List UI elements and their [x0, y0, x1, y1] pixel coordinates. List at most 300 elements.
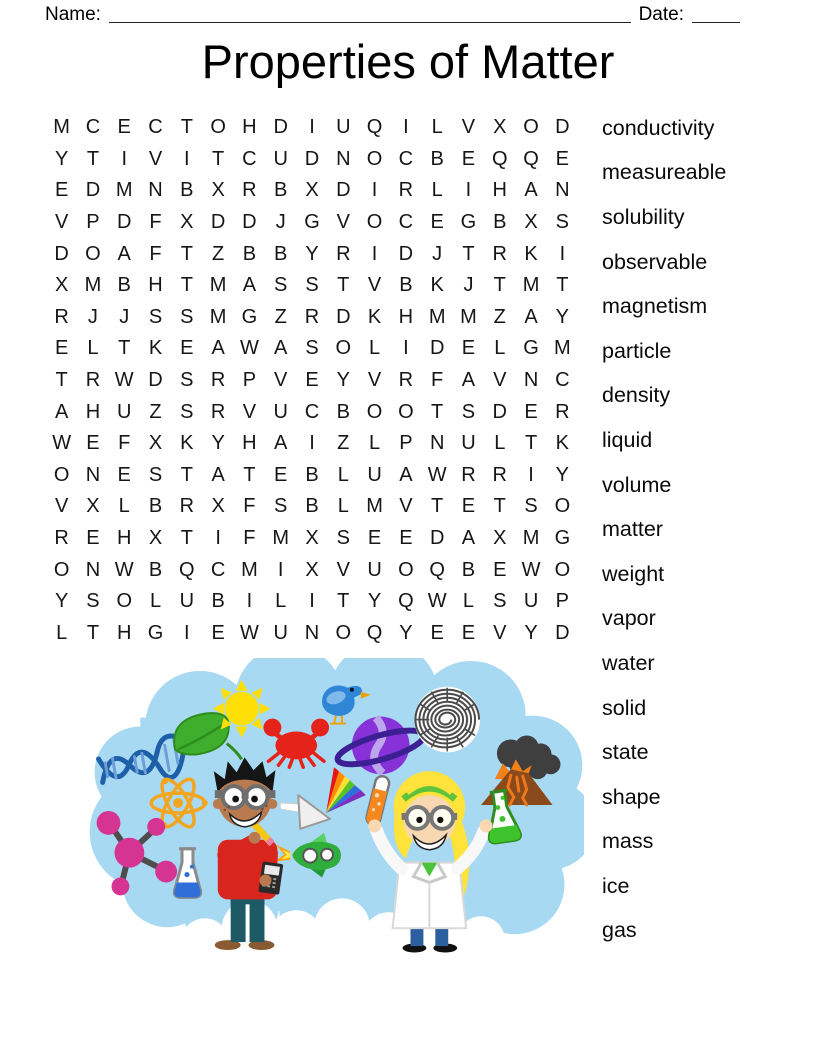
grid-letter: P — [242, 368, 257, 391]
grid-letter: J — [87, 305, 98, 328]
grid-letter: O — [116, 590, 132, 613]
grid-letter: X — [54, 274, 69, 297]
grid-letter: Y — [367, 590, 382, 613]
grid-letter: I — [121, 147, 127, 170]
grid-letter: U — [273, 400, 288, 423]
grid-letter: C — [148, 116, 163, 139]
date-label: Date: — [638, 4, 684, 25]
grid-letter: O — [335, 621, 352, 644]
grid-letter: W — [427, 590, 447, 613]
grid-letter: W — [52, 432, 72, 455]
grid-letter: A — [274, 432, 288, 455]
grid-letter: I — [403, 337, 409, 360]
grid-letter: T — [86, 147, 100, 170]
grid-letter: M — [115, 179, 133, 202]
grid-letter: K — [148, 337, 163, 360]
grid-letter: M — [209, 305, 227, 328]
grid-letter: R — [336, 242, 351, 265]
grid-letter: O — [554, 558, 571, 581]
grid-letter: L — [369, 432, 381, 455]
grid-letter: T — [337, 590, 350, 613]
grid-letter: T — [556, 274, 569, 297]
grid-letter: G — [460, 211, 477, 234]
grid-letter: T — [337, 274, 350, 297]
grid-letter: E — [211, 621, 225, 644]
name-fill-line — [109, 6, 631, 23]
grid-letter: E — [54, 179, 69, 202]
grid-letter: U — [179, 590, 195, 613]
grid-letter: Y — [211, 432, 225, 455]
grid-letter: V — [148, 147, 163, 170]
grid-letter: D — [54, 242, 69, 265]
grid-letter: A — [54, 400, 69, 423]
grid-letter: E — [461, 621, 476, 644]
grid-letter: G — [523, 337, 539, 360]
grid-letter: D — [555, 621, 570, 644]
sun-icon — [213, 680, 271, 738]
grid-letter: L — [87, 337, 99, 360]
grid-letter: C — [304, 400, 320, 423]
grid-letter: M — [522, 274, 540, 297]
grid-letter: Q — [398, 590, 414, 613]
grid-letter: V — [367, 368, 382, 391]
grid-letter: R — [461, 463, 476, 486]
grid-letter: A — [524, 179, 538, 202]
grid-letter: R — [304, 305, 320, 328]
grid-letter: B — [305, 463, 319, 486]
grid-letter: T — [180, 116, 193, 139]
grid-letter: M — [272, 526, 290, 549]
grid-letter: E — [86, 432, 100, 455]
grid-letter: S — [274, 495, 288, 518]
grid-letter: F — [431, 368, 444, 391]
grid-letter: E — [461, 147, 476, 170]
grid-letter: Q — [366, 116, 383, 139]
grid-letter: F — [243, 495, 256, 518]
grid-letter: G — [147, 621, 164, 644]
word-item: shape — [602, 784, 661, 809]
grid-letter: E — [524, 400, 538, 423]
grid-letter: T — [212, 147, 225, 170]
grid-letter: R — [54, 526, 69, 549]
grid-letter: L — [494, 337, 506, 360]
grid-letter: O — [53, 558, 70, 581]
grid-letter: I — [309, 590, 315, 613]
grid-letter: I — [246, 590, 253, 613]
grid-letter: R — [210, 400, 226, 423]
grid-letter: S — [274, 274, 288, 297]
grid-letter: S — [148, 305, 163, 328]
grid-letter: C — [210, 558, 226, 581]
grid-letter: I — [371, 242, 378, 265]
grid-letter: C — [398, 211, 414, 234]
grid-letter: X — [86, 495, 100, 518]
grid-letter: Q — [179, 558, 195, 581]
grid-letter: X — [180, 211, 194, 234]
grid-letter: W — [114, 368, 134, 391]
grid-letter: R — [555, 400, 570, 423]
grid-letter: U — [273, 147, 288, 170]
grid-letter: E — [274, 463, 288, 486]
grid-letter: S — [180, 368, 194, 391]
grid-letter: V — [54, 495, 69, 518]
grid-letter: X — [148, 432, 163, 455]
grid-letter: Z — [337, 432, 350, 455]
grid-letter: G — [241, 305, 258, 328]
grid-letter: U — [117, 400, 132, 423]
word-item: solid — [602, 695, 647, 720]
grid-letter: E — [430, 211, 444, 234]
grid-letter: S — [180, 305, 194, 328]
grid-letter: V — [274, 368, 288, 391]
grid-letter: R — [492, 463, 507, 486]
grid-letter: R — [210, 368, 226, 391]
grid-letter: A — [211, 337, 225, 360]
grid-letter: I — [559, 242, 566, 265]
word-item: particle — [602, 338, 672, 363]
ammonite-shell-icon — [414, 687, 480, 753]
grid-letter: F — [243, 526, 256, 549]
grid-letter: F — [118, 432, 131, 455]
grid-letter: D — [148, 368, 163, 391]
grid-letter: A — [117, 242, 131, 265]
grid-letter: R — [85, 368, 101, 391]
grid-letter: E — [367, 526, 382, 549]
grid-letter: L — [431, 179, 443, 202]
grid-letter: C — [242, 147, 257, 170]
grid-letter: O — [85, 242, 101, 265]
grid-letter: H — [398, 305, 414, 328]
grid-letter: W — [239, 337, 259, 360]
grid-letter: Q — [523, 147, 539, 170]
grid-letter: I — [309, 116, 315, 139]
name-label: Name: — [45, 4, 101, 25]
grid-letter: V — [242, 400, 257, 423]
grid-letter: U — [367, 558, 382, 581]
word-item: water — [602, 650, 655, 675]
grid-letter: M — [460, 305, 477, 328]
grid-letter: B — [336, 400, 350, 423]
grid-letter: E — [493, 558, 507, 581]
grid-letter: L — [56, 621, 68, 644]
grid-letter: Y — [555, 305, 570, 328]
grid-letter: D — [304, 147, 320, 170]
grid-letter: D — [336, 179, 351, 202]
grid-letter: M — [84, 274, 102, 297]
grid-letter: B — [461, 558, 476, 581]
grid-letter: L — [337, 463, 349, 486]
grid-letter: P — [399, 432, 413, 455]
grid-letter: M — [366, 495, 383, 518]
grid-letter: A — [461, 368, 476, 391]
grid-letter: L — [431, 116, 443, 139]
grid-letter: Y — [305, 242, 319, 265]
grid-letter: Y — [336, 368, 350, 391]
grid-letter: E — [305, 368, 319, 391]
grid-letter: B — [430, 147, 444, 170]
grid-letter: T — [431, 400, 444, 423]
grid-letter: M — [522, 526, 540, 549]
grid-letter: H — [242, 432, 257, 455]
grid-letter: I — [403, 116, 409, 139]
grid-letter: P — [555, 590, 570, 613]
grid-letter: H — [117, 526, 132, 549]
word-item: magnetism — [602, 294, 708, 319]
grid-letter: V — [461, 116, 476, 139]
grid-letter: E — [461, 337, 476, 360]
word-item: conductivity — [602, 115, 715, 140]
grid-letter: T — [86, 621, 100, 644]
grid-letter: B — [399, 274, 413, 297]
grid-letter: V — [399, 495, 413, 518]
grid-letter: H — [492, 179, 507, 202]
grid-letter: A — [399, 463, 413, 486]
grid-letter: T — [524, 432, 538, 455]
word-item: solubility — [602, 204, 685, 229]
word-search-grid — [46, 112, 578, 649]
grid-letter: W — [521, 558, 541, 581]
word-item: liquid — [602, 427, 653, 452]
page-title: Properties of Matter — [201, 35, 615, 88]
grid-letter: O — [210, 116, 226, 139]
grid-letter: G — [554, 526, 571, 549]
grid-letter: E — [117, 463, 131, 486]
word-item: weight — [602, 561, 665, 586]
grid-letter: N — [523, 368, 539, 391]
grid-letter: R — [179, 495, 195, 518]
grid-letter: N — [148, 179, 163, 202]
grid-letter: E — [461, 495, 476, 518]
grid-letter: R — [398, 368, 414, 391]
grid-letter: T — [493, 274, 506, 297]
grid-letter: X — [524, 211, 538, 234]
grid-letter: B — [493, 211, 507, 234]
grid-letter: J — [119, 305, 130, 328]
grid-letter: Q — [491, 147, 508, 170]
grid-letter: N — [304, 621, 320, 644]
grid-letter: Z — [149, 400, 162, 423]
grid-letter: X — [305, 526, 319, 549]
grid-letter: R — [54, 305, 69, 328]
grid-letter: L — [369, 337, 381, 360]
grid-letter: S — [493, 590, 507, 613]
word-item: mass — [602, 829, 654, 854]
grid-letter: T — [431, 495, 444, 518]
grid-letter: Y — [524, 621, 538, 644]
grid-letter: X — [493, 526, 507, 549]
grid-letter: K — [430, 274, 444, 297]
grid-letter: D — [429, 526, 445, 549]
grid-letter: X — [305, 179, 319, 202]
grid-letter: O — [398, 558, 414, 581]
grid-letter: C — [85, 116, 101, 139]
grid-letter: V — [493, 621, 507, 644]
grid-letter: H — [85, 400, 101, 423]
grid-letter: X — [148, 526, 163, 549]
grid-letter: E — [117, 116, 131, 139]
grid-letter: V — [493, 368, 507, 391]
grid-letter: T — [493, 495, 506, 518]
grid-letter: B — [242, 242, 257, 265]
grid-letter: X — [211, 495, 225, 518]
grid-letter: D — [210, 211, 226, 234]
grid-letter: N — [85, 558, 101, 581]
grid-letter: E — [54, 337, 69, 360]
grid-letter: Q — [429, 558, 445, 581]
grid-letter: D — [273, 116, 288, 139]
grid-letter: U — [461, 432, 476, 455]
grid-letter: O — [335, 337, 352, 360]
grid-letter: K — [180, 432, 194, 455]
grid-letter: T — [243, 463, 256, 486]
word-item: gas — [602, 918, 637, 943]
header-row — [45, 4, 740, 26]
word-item: density — [602, 383, 671, 408]
grid-letter: D — [117, 211, 132, 234]
grid-letter: J — [275, 211, 286, 234]
grid-letter: X — [211, 179, 225, 202]
grid-letter: Z — [212, 242, 225, 265]
grid-letter: L — [494, 432, 506, 455]
grid-letter: O — [366, 211, 383, 234]
grid-letter: Y — [555, 463, 570, 486]
grid-letter: T — [180, 463, 193, 486]
grid-letter: B — [274, 179, 288, 202]
grid-letter: B — [305, 495, 319, 518]
grid-letter: Y — [399, 621, 413, 644]
word-item: ice — [602, 873, 630, 898]
grid-letter: E — [180, 337, 194, 360]
grid-letter: T — [180, 274, 193, 297]
grid-letter: N — [555, 179, 570, 202]
grid-letter: I — [371, 179, 378, 202]
grid-letter: F — [149, 242, 162, 265]
grid-letter: A — [242, 274, 257, 297]
grid-letter: P — [86, 211, 100, 234]
grid-letter: T — [180, 526, 193, 549]
grid-letter: X — [305, 558, 319, 581]
grid-letter: T — [55, 368, 68, 391]
grid-letter: E — [86, 526, 100, 549]
grid-letter: H — [148, 274, 163, 297]
grid-letter: S — [524, 495, 538, 518]
grid-letter: T — [118, 337, 131, 360]
grid-letter: B — [148, 495, 163, 518]
grid-letter: B — [274, 242, 288, 265]
date-fill-line — [692, 6, 740, 23]
grid-letter: Y — [54, 147, 69, 170]
grid-letter: Z — [493, 305, 506, 328]
grid-letter: O — [366, 400, 383, 423]
grid-letter: L — [462, 590, 475, 613]
grid-letter: A — [524, 305, 538, 328]
grid-letter: S — [305, 274, 319, 297]
grid-letter: B — [117, 274, 131, 297]
grid-letter: V — [367, 274, 382, 297]
grid-letter: F — [149, 211, 162, 234]
grid-letter: B — [180, 179, 194, 202]
grid-letter: A — [274, 337, 288, 360]
grid-letter: O — [523, 116, 539, 139]
grid-letter: E — [430, 621, 444, 644]
grid-letter: R — [398, 179, 414, 202]
grid-letter: E — [399, 526, 413, 549]
grid-letter: S — [461, 400, 476, 423]
grid-letter: K — [367, 305, 382, 328]
grid-letter: R — [242, 179, 257, 202]
grid-letter: O — [554, 495, 571, 518]
grid-letter: K — [555, 432, 570, 455]
grid-letter: C — [398, 147, 414, 170]
grid-letter: U — [367, 463, 382, 486]
grid-letter: D — [242, 211, 257, 234]
grid-letter: O — [366, 147, 383, 170]
word-item: matter — [602, 517, 663, 542]
grid-letter: N — [85, 463, 101, 486]
grid-letter: L — [337, 495, 349, 518]
grid-letter: M — [53, 116, 70, 139]
grid-letter: J — [463, 274, 474, 297]
grid-letter: A — [461, 526, 476, 549]
word-item: observable — [602, 249, 708, 274]
science-illustration — [84, 658, 584, 956]
grid-letter: N — [336, 147, 351, 170]
grid-letter: R — [492, 242, 507, 265]
grid-letter: S — [555, 211, 570, 234]
grid-letter: S — [180, 400, 194, 423]
grid-letter: I — [465, 179, 472, 202]
grid-letter: S — [86, 590, 100, 613]
grid-letter: U — [336, 116, 351, 139]
grid-letter: I — [215, 526, 221, 549]
grid-letter: J — [432, 242, 443, 265]
grid-letter: S — [148, 463, 163, 486]
grid-letter: S — [336, 526, 350, 549]
grid-letter: K — [524, 242, 538, 265]
grid-letter: H — [242, 116, 257, 139]
grid-letter: E — [555, 147, 570, 170]
grid-letter: X — [493, 116, 507, 139]
grid-letter: I — [184, 147, 190, 170]
grid-letter: D — [492, 400, 507, 423]
grid-letter: O — [53, 463, 70, 486]
grid-letter: D — [398, 242, 414, 265]
grid-letter: W — [427, 463, 447, 486]
grid-letter: I — [184, 621, 190, 644]
grid-letter: Q — [366, 621, 383, 644]
grid-letter: V — [336, 558, 350, 581]
grid-letter: D — [85, 179, 101, 202]
grid-letter: M — [554, 337, 571, 360]
grid-letter: L — [275, 590, 287, 613]
word-list — [602, 106, 812, 953]
grid-letter: D — [429, 337, 445, 360]
grid-letter: I — [309, 432, 315, 455]
grid-letter: M — [428, 305, 446, 328]
grid-letter: I — [277, 558, 284, 581]
grid-letter: G — [304, 211, 320, 234]
grid-letter: T — [180, 242, 193, 265]
grid-letter: U — [273, 621, 288, 644]
word-item: measureable — [602, 160, 727, 185]
grid-letter: M — [241, 558, 258, 581]
grid-letter: D — [555, 116, 570, 139]
word-item: vapor — [602, 606, 656, 631]
grid-letter: Y — [54, 590, 69, 613]
grid-letter: W — [239, 621, 259, 644]
grid-letter: H — [117, 621, 132, 644]
grid-letter: C — [555, 368, 570, 391]
